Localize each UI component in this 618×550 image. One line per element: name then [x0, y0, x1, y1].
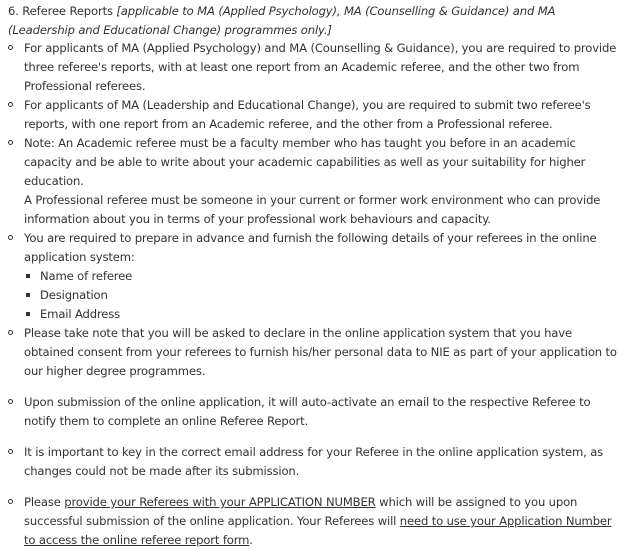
- circle-bullet-icon: [8, 45, 13, 50]
- list-item-text: For applicants of MA (Applied Psychology) and MA (Counselling & Guidance), you are required to provide three referee's reports, with at least one report from an Academic referee, and the other two from Professional referees.: [24, 41, 617, 93]
- circle-bullet-icon: [8, 102, 13, 107]
- application-number-emphasis: provide your Referees with your APPLICATION NUMBER: [64, 495, 376, 509]
- heading-qualifier: [applicable to MA (Applied Psychology), MA (Counselling & Guidance) and MA (Leadership and Educational Change) programmes only.]: [8, 4, 556, 37]
- list-item-text: Upon submission of the online application, it will auto-activate an email to the respective Referee to notify them to complete an online Referee Report.: [24, 395, 591, 428]
- list-item-text: which will be assigned to you upon successful submission of the online application. Your Referees will: [24, 495, 578, 528]
- sub-list-item: [24, 286, 618, 305]
- list-item: [0, 393, 618, 431]
- square-bullet-icon: [26, 274, 30, 278]
- sub-list-item-text: Email Address: [40, 307, 121, 321]
- square-bullet-icon: [26, 312, 30, 316]
- list-item-text: .: [249, 533, 253, 547]
- list-item: [0, 493, 618, 550]
- list-item-text: A Professional referee must be someone in your current or former work environment who can provide information about you in terms of your professional work behaviours and capacity.: [24, 193, 601, 226]
- sub-list-item-text: Name of referee: [40, 269, 133, 283]
- list-item-text: You are required to prepare in advance and furnish the following details of your referees in the online application system:: [24, 231, 597, 264]
- sub-list-item: [24, 305, 618, 324]
- list-item-text: Please take note that you will be asked to declare in the online application system that you have obtained consent from your referees to furnish his/her personal data to NIE as part of your application to our higher degree programmes.: [24, 326, 617, 378]
- circle-bullet-icon: [8, 499, 13, 504]
- list-item-text: Please: [24, 495, 65, 509]
- square-bullet-icon: [26, 293, 30, 297]
- circle-bullet-icon: [8, 235, 13, 240]
- circle-bullet-icon: [8, 399, 13, 404]
- access-form-emphasis: need to use your Application Number to access the online referee report form: [24, 514, 612, 547]
- requirements-list: [0, 39, 618, 550]
- list-item: [0, 324, 618, 381]
- circle-bullet-icon: [8, 330, 13, 335]
- referee-details-list: [24, 267, 618, 324]
- sub-list-item-text: Designation: [40, 288, 108, 302]
- circle-bullet-icon: [8, 449, 13, 454]
- list-item: [0, 229, 618, 324]
- list-item: [0, 96, 618, 134]
- circle-bullet-icon: [8, 140, 13, 145]
- list-item: [0, 39, 618, 96]
- list-item: [0, 443, 618, 481]
- heading-number: 6. Referee Reports: [8, 4, 117, 18]
- list-item-text: For applicants of MA (Leadership and Educational Change), you are required to submit two referee's reports, with one report from an Academic referee, and the other from a Professional referee.: [24, 98, 591, 131]
- list-item-text: Note: An Academic referee must be a faculty member who has taught you before in an academic capacity and be able to write about your academic capabilities as well as your suitability for higher education.: [24, 136, 586, 188]
- section-heading: [8, 2, 614, 40]
- sub-list-item: [24, 267, 618, 286]
- list-item-text: It is important to key in the correct email address for your Referee in the online application system, as changes could not be made after its submission.: [24, 445, 604, 478]
- list-item: [0, 134, 618, 229]
